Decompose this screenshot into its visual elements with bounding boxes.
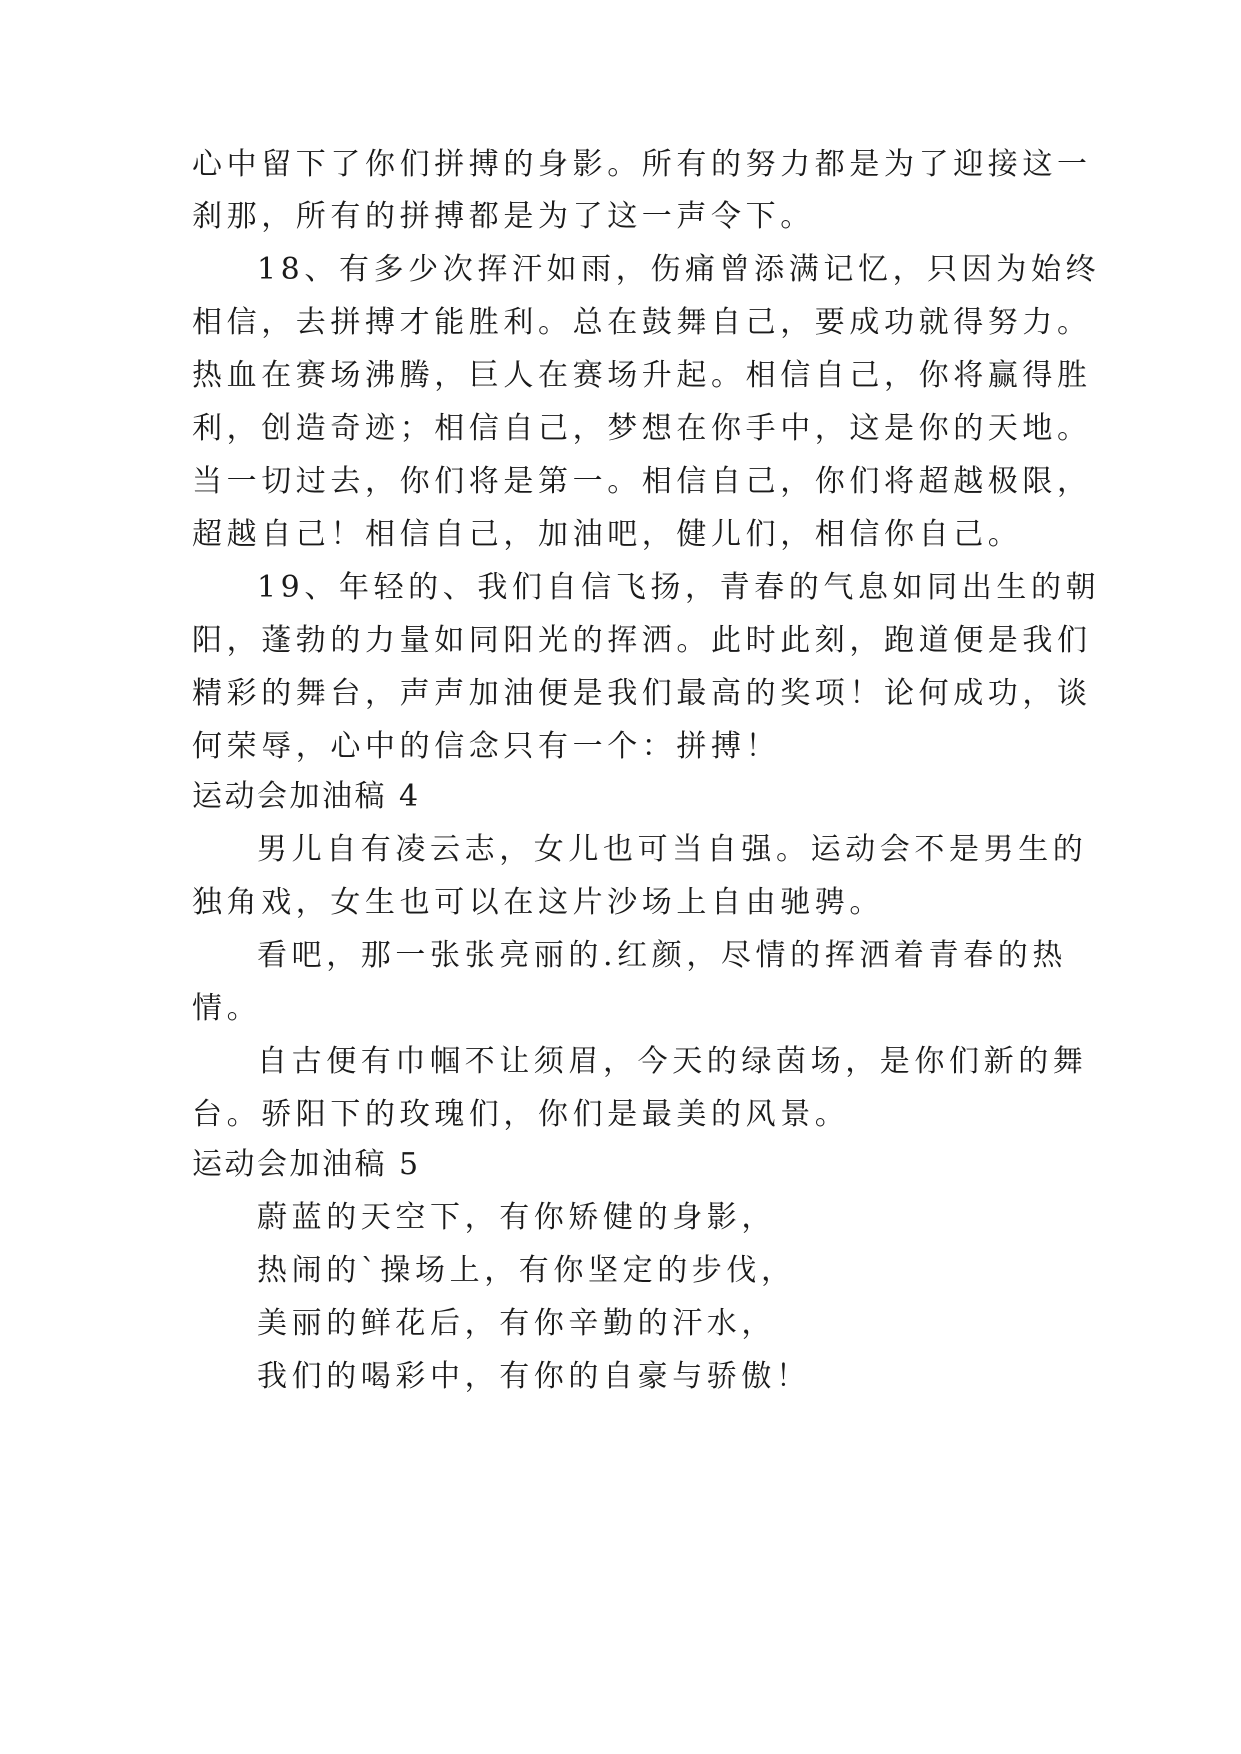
paragraph-line: 当一切过去，你们将是第一。相信自己，你们将超越极限，	[192, 464, 1092, 499]
paragraph-line: 相信，去拼搏才能胜利。总在鼓舞自己，要成功就得努力。	[192, 305, 1092, 340]
section-heading: 运动会加油稿 5	[192, 1147, 421, 1182]
paragraph-line: 阳，蓬勃的力量如同阳光的挥洒。此时此刻，跑道便是我们	[192, 623, 1092, 658]
section-heading: 运动会加油稿 4	[192, 779, 421, 814]
paragraph-line: 心中留下了你们拼搏的身影。所有的努力都是为了迎接这一	[192, 147, 1092, 182]
paragraph-line: 美丽的鲜花后，有你辛勤的汗水，	[257, 1306, 776, 1341]
paragraph-line: 热血在赛场沸腾，巨人在赛场升起。相信自己，你将赢得胜	[192, 358, 1092, 393]
paragraph-line: 精彩的舞台，声声加油便是我们最高的奖项！论何成功，谈	[192, 676, 1092, 711]
paragraph-line: 男儿自有凌云志，女儿也可当自强。运动会不是男生的	[257, 832, 1088, 867]
paragraph-line: 何荣辱，心中的信念只有一个：拼搏！	[192, 729, 781, 764]
paragraph-line: 台。骄阳下的玫瑰们，你们是最美的风景。	[192, 1097, 850, 1132]
paragraph-line: 自古便有巾帼不让须眉，今天的绿茵场，是你们新的舞	[257, 1044, 1088, 1079]
paragraph-line: 情。	[192, 991, 262, 1026]
paragraph-line: 利，创造奇迹；相信自己，梦想在你手中，这是你的天地。	[192, 411, 1092, 446]
paragraph-line: 18、有多少次挥汗如雨，伤痛曾添满记忆，只因为始终	[257, 252, 1101, 287]
paragraph-line: 刹那，所有的拼搏都是为了这一声令下。	[192, 199, 815, 234]
paragraph-line: 蔚蓝的天空下，有你矫健的身影，	[257, 1200, 776, 1235]
paragraph-line: 我们的喝彩中，有你的自豪与骄傲！	[257, 1359, 811, 1394]
paragraph-line: 19、年轻的、我们自信飞扬，青春的气息如同出生的朝	[257, 570, 1101, 605]
paragraph-line: 独角戏，女生也可以在这片沙场上自由驰骋。	[192, 885, 884, 920]
paragraph-line: 看吧，那一张张亮丽的.红颜，尽情的挥洒着青春的热	[257, 938, 1067, 973]
paragraph-line: 超越自己！相信自己，加油吧，健儿们，相信你自己。	[192, 517, 1023, 552]
paragraph-line: 热闹的`操场上，有你坚定的步伐，	[257, 1253, 796, 1288]
